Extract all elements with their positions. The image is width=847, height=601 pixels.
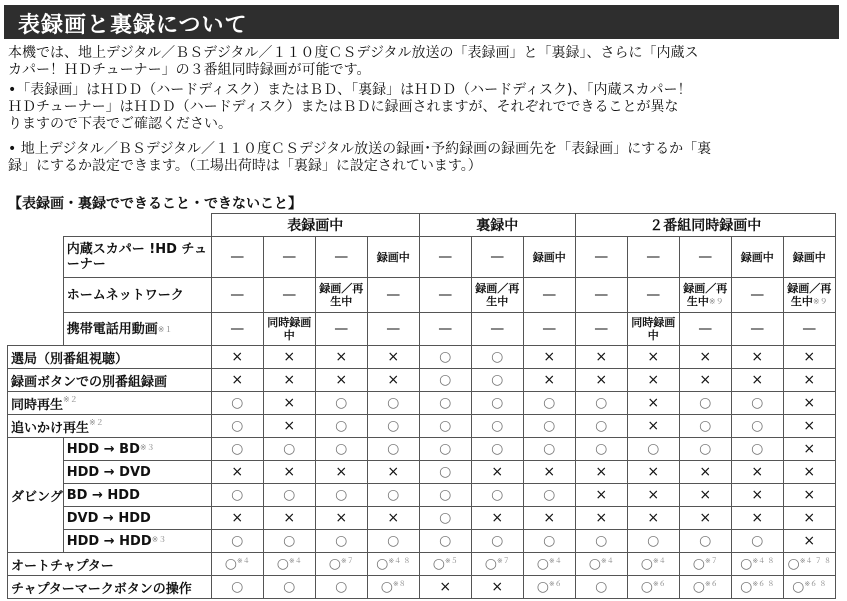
table-cell: ○: [367, 415, 419, 438]
table-cell: ○: [627, 530, 679, 553]
bullet-line: •「表録画」はＨＤＤ（ハードディスク）またはＢＤ、「裏録」はＨＤＤ（ハードディスク)、「内蔵スカパー！: [8, 82, 692, 98]
table-cell: —: [731, 313, 783, 346]
table-cell: ○: [419, 346, 471, 369]
table-cell: ×: [783, 507, 835, 530]
group-header: 裏録中: [419, 214, 575, 237]
table-cell: ×: [211, 507, 263, 530]
footnote-mark: ※６ ８: [752, 580, 775, 588]
feature-row: [8, 369, 836, 392]
table-cell: ○: [679, 392, 731, 415]
footnote-mark: ※４: [600, 557, 614, 565]
table-cell: ○$^{※4}$: [523, 553, 575, 576]
table-cell: ×: [783, 530, 835, 553]
table-cell: ○$^{※7}$: [679, 553, 731, 576]
footnote-mark: ※３: [139, 442, 155, 452]
table-cell: ×: [627, 484, 679, 507]
table-cell: ×: [627, 392, 679, 415]
table-cell: ○: [523, 392, 575, 415]
blank-cell: [8, 313, 64, 346]
table-cell: —: [211, 278, 263, 313]
table-cell: ○$^{※8}$: [367, 576, 419, 599]
table-cell: ×: [783, 415, 835, 438]
title-bar: [4, 5, 839, 39]
table-cell: ×: [367, 507, 419, 530]
dubbing-row-label: HDD → DVD: [63, 461, 211, 484]
table-cell: ×: [679, 346, 731, 369]
table-cell: ○: [471, 415, 523, 438]
condition-row: [8, 237, 836, 278]
feature-row: [8, 415, 836, 438]
table-cell: ×: [263, 392, 315, 415]
table-cell: ○: [315, 576, 367, 599]
table-cell: ×: [471, 576, 523, 599]
footnote-mark: ※７: [340, 557, 354, 565]
footnote-mark: ※４: [236, 557, 250, 565]
condition-row: [8, 278, 836, 313]
table-cell: ×: [783, 346, 835, 369]
table-cell: ×: [731, 461, 783, 484]
table-cell: ×: [523, 461, 575, 484]
dubbing-row: [8, 530, 836, 553]
condition-label: 内蔵スカパー !HD チューナー: [63, 237, 211, 278]
table-cell: ○$^{※6}$: [523, 576, 575, 599]
footnote-mark: ※４ ８: [752, 557, 775, 565]
table-cell: ×: [367, 369, 419, 392]
blank-cell: [8, 237, 64, 278]
table-cell: ○: [263, 530, 315, 553]
table-cell: —: [367, 313, 419, 346]
table-cell: ×: [783, 438, 835, 461]
table-cell: ○$^{※4 8}$: [731, 553, 783, 576]
table-cell: ○: [523, 438, 575, 461]
bullet-line: • 地上デジタル／ＢＳデジタル／１１０度ＣＳデジタル放送の録画･予約録画の録画先を「表録画」にするか「裏: [8, 141, 712, 157]
table-cell: —: [627, 278, 679, 313]
table-cell: —: [575, 313, 627, 346]
table-cell: —: [783, 313, 835, 346]
table-cell: ○: [523, 415, 575, 438]
table-cell: ×: [211, 369, 263, 392]
table-cell: —: [263, 237, 315, 278]
dubbing-row-label: BD → HDD: [63, 484, 211, 507]
table-cell: ○: [315, 415, 367, 438]
table-cell: ×: [679, 507, 731, 530]
table-cell: ○: [575, 576, 627, 599]
dubbing-row-label: DVD → HDD: [63, 507, 211, 530]
table-cell: 録画中: [367, 237, 419, 278]
footnote-mark: ※４: [288, 557, 302, 565]
table-cell: ○: [731, 438, 783, 461]
table-cell: ×: [211, 346, 263, 369]
table-cell: 録画／再生中$^{※9}$: [679, 278, 731, 313]
table-cell: —: [679, 313, 731, 346]
row-label: 同時再生$^{※2}$: [8, 392, 212, 415]
table-cell: ○: [419, 461, 471, 484]
table-cell: ×: [783, 369, 835, 392]
table-cell: ○: [679, 438, 731, 461]
table-cell: ×: [731, 507, 783, 530]
dubbing-row-label: HDD → $HDD^{※3}$: [63, 530, 211, 553]
table-cell: ○: [211, 484, 263, 507]
table-cell: ○: [575, 392, 627, 415]
footnote-mark: ※８: [392, 580, 406, 588]
table-cell: ○: [731, 392, 783, 415]
blank-cell: [8, 278, 64, 313]
footnote-mark: ※２: [63, 394, 78, 404]
table-cell: ○: [315, 530, 367, 553]
feature-row: [8, 392, 836, 415]
table-cell: ○: [419, 484, 471, 507]
table-cell: ×: [627, 415, 679, 438]
table-cell: ×: [315, 507, 367, 530]
table-cell: ×: [263, 507, 315, 530]
footnote-mark: ※９: [708, 297, 724, 306]
footnote-mark: ※９: [812, 297, 828, 306]
table-cell: ×: [315, 461, 367, 484]
footnote-mark: ※６ ８: [804, 580, 827, 588]
dubbing-group-label: ダビング: [8, 438, 64, 553]
table-cell: —: [211, 237, 263, 278]
table-cell: ×: [783, 392, 835, 415]
table-cell: ×: [211, 461, 263, 484]
condition-row: [8, 313, 836, 346]
table-cell: ×: [575, 461, 627, 484]
table-cell: —: [679, 237, 731, 278]
table-cell: —: [315, 237, 367, 278]
table-cell: ×: [679, 369, 731, 392]
table-cell: ○$^{※6 8}$: [783, 576, 835, 599]
table-cell: ○: [575, 530, 627, 553]
table-cell: ×: [627, 369, 679, 392]
table-cell: ×: [731, 346, 783, 369]
row-label: チャプターマークボタンの操作: [8, 576, 212, 599]
table-cell: ○$^{※4 7 8}$: [783, 553, 835, 576]
table-cell: ○: [419, 438, 471, 461]
table-cell: ○: [211, 438, 263, 461]
table-header-row: [8, 214, 836, 237]
table-cell: ○: [731, 415, 783, 438]
condition-label: 携帯電話用動画$^{※1}$: [63, 313, 211, 346]
dubbing-row: [8, 461, 836, 484]
table-cell: ○$^{※7}$: [315, 553, 367, 576]
table-cell: ○: [211, 415, 263, 438]
table-cell: ×: [315, 369, 367, 392]
table-cell: ×: [419, 576, 471, 599]
table-cell: ○$^{※7}$: [471, 553, 523, 576]
table-cell: ×: [575, 346, 627, 369]
table-cell: ○$^{※5}$: [419, 553, 471, 576]
bullet-line: りますので下表でご確認ください。: [8, 116, 232, 132]
table-cell: ○: [471, 484, 523, 507]
table-cell: ×: [263, 415, 315, 438]
footnote-mark: ※７: [496, 557, 510, 565]
table-cell: ○: [315, 438, 367, 461]
bullet-line: ＨＤチューナー」はＨＤＤ（ハードディスク）またはＢＤに録画されますが、それぞれでできることが異な: [8, 99, 679, 115]
table-cell: —: [419, 237, 471, 278]
row-label: オートチャプター: [8, 553, 212, 576]
table-cell: ○: [627, 438, 679, 461]
table-cell: —: [523, 278, 575, 313]
table-cell: —: [315, 313, 367, 346]
table-cell: ○: [523, 484, 575, 507]
table-cell: —: [731, 278, 783, 313]
table-cell: 録画中: [523, 237, 575, 278]
table-cell: ○: [419, 369, 471, 392]
table-cell: —: [471, 237, 523, 278]
table-caption: 【表録画・裏録でできること・できないこと】: [8, 196, 302, 212]
table-cell: ○$^{※4 8}$: [367, 553, 419, 576]
row-label: 録画ボタンでの別番組録画: [8, 369, 212, 392]
table-cell: ○$^{※6}$: [627, 576, 679, 599]
feature-row: [8, 553, 836, 576]
table-cell: 録画中: [731, 237, 783, 278]
table-cell: ○: [575, 415, 627, 438]
table-cell: ○: [419, 530, 471, 553]
table-cell: ×: [627, 507, 679, 530]
table-cell: ○$^{※4}$: [263, 553, 315, 576]
footnote-mark: ※１: [157, 324, 173, 334]
intro-line: 本機では、地上デジタル／ＢＳデジタル／１１０度ＣＳデジタル放送の「表録画」と「裏録」、さらに「内蔵ス: [8, 45, 699, 61]
table-cell: 録画／再生中: [471, 278, 523, 313]
table-cell: 同時録画中: [263, 313, 315, 346]
table-cell: ×: [575, 484, 627, 507]
footnote-mark: ※４: [548, 557, 562, 565]
row-label: 追いかけ再生$^{※2}$: [8, 415, 212, 438]
table-cell: —: [575, 278, 627, 313]
table-cell: ○: [471, 392, 523, 415]
table-cell: ○: [211, 392, 263, 415]
table-cell: ×: [367, 461, 419, 484]
footnote-mark: ※４ ８: [388, 557, 411, 565]
table-cell: ×: [783, 484, 835, 507]
table-cell: —: [627, 237, 679, 278]
table-cell: ○: [523, 530, 575, 553]
feature-row: [8, 346, 836, 369]
table-cell: ○: [419, 392, 471, 415]
table-cell: ×: [627, 461, 679, 484]
table-cell: ○$^{※6 8}$: [731, 576, 783, 599]
table-cell: ×: [523, 369, 575, 392]
group-header: 表録画中: [211, 214, 419, 237]
table-cell: ○$^{※4}$: [575, 553, 627, 576]
table-cell: ×: [263, 461, 315, 484]
table-cell: —: [367, 278, 419, 313]
capability-table: [7, 213, 836, 599]
table-cell: ○: [211, 530, 263, 553]
table-cell: ×: [679, 484, 731, 507]
dubbing-row: [8, 507, 836, 530]
table-cell: —: [419, 313, 471, 346]
table-cell: ○: [679, 415, 731, 438]
table-cell: ×: [315, 346, 367, 369]
table-cell: ×: [679, 461, 731, 484]
footnote-mark: ※６: [704, 580, 718, 588]
table-cell: ×: [367, 346, 419, 369]
table-cell: ○: [419, 415, 471, 438]
footnote-mark: ※７: [704, 557, 718, 565]
table-cell: ○: [731, 530, 783, 553]
table-cell: 録画／再生中$^{※9}$: [783, 278, 835, 313]
footnote-mark: ※４ ７ ８: [799, 557, 832, 565]
table-cell: ×: [263, 346, 315, 369]
table-cell: ○: [575, 438, 627, 461]
table-cell: ○: [367, 392, 419, 415]
footnote-mark: ※６: [548, 580, 562, 588]
group-header: ２番組同時録画中: [575, 214, 835, 237]
table-cell: —: [575, 237, 627, 278]
table-cell: ×: [471, 461, 523, 484]
table-cell: ○$^{※4}$: [211, 553, 263, 576]
table-cell: ○: [263, 576, 315, 599]
dubbing-row: [8, 484, 836, 507]
table-cell: ○$^{※6}$: [679, 576, 731, 599]
dubbing-row-label: HDD → $BD^{※3}$: [63, 438, 211, 461]
table-cell: ×: [783, 461, 835, 484]
table-cell: —: [263, 278, 315, 313]
table-cell: ○: [367, 484, 419, 507]
table-cell: ○: [263, 484, 315, 507]
table-cell: ×: [523, 346, 575, 369]
feature-row: [8, 576, 836, 599]
table-cell: ○: [315, 484, 367, 507]
table-cell: 録画／再生中: [315, 278, 367, 313]
table-cell: ×: [575, 369, 627, 392]
table-cell: ×: [731, 369, 783, 392]
condition-label: ホームネットワーク: [63, 278, 211, 313]
table-cell: ○: [471, 369, 523, 392]
table-cell: ×: [627, 346, 679, 369]
footnote-mark: ※６: [652, 580, 666, 588]
table-cell: ○: [471, 530, 523, 553]
table-cell: ○: [367, 438, 419, 461]
bullet-line: 録」にするか設定できます。（工場出荷時は「裏録」に設定されています。）: [8, 158, 482, 174]
table-cell: —: [211, 313, 263, 346]
intro-line: カパー！ＨＤチューナー」の３番組同時録画が可能です。: [8, 62, 371, 78]
table-cell: ○: [211, 576, 263, 599]
table-cell: ○: [367, 530, 419, 553]
table-cell: ○: [419, 507, 471, 530]
table-cell: —: [523, 313, 575, 346]
table-cell: ○: [263, 438, 315, 461]
table-cell: 録画中: [783, 237, 835, 278]
table-cell: —: [419, 278, 471, 313]
footnote-mark: ※４: [652, 557, 666, 565]
footnote-mark: ※５: [444, 557, 458, 565]
table-cell: ○: [471, 438, 523, 461]
table-cell: —: [471, 313, 523, 346]
table-cell: ×: [575, 507, 627, 530]
table-cell: ×: [263, 369, 315, 392]
table-cell: ○$^{※4}$: [627, 553, 679, 576]
blank-cell: [8, 214, 212, 237]
dubbing-row: [8, 438, 836, 461]
table-cell: ×: [731, 484, 783, 507]
table-cell: ○: [679, 530, 731, 553]
table-cell: ×: [471, 507, 523, 530]
table-cell: ×: [523, 507, 575, 530]
footnote-mark: ※２: [89, 417, 104, 427]
footnote-mark: ※３: [151, 534, 167, 544]
table-cell: ○: [471, 346, 523, 369]
page-title: 表録画と裏録について: [18, 13, 248, 38]
table-cell: 同時録画中: [627, 313, 679, 346]
table-cell: ○: [315, 392, 367, 415]
row-label: 選局（別番組視聴）: [8, 346, 212, 369]
